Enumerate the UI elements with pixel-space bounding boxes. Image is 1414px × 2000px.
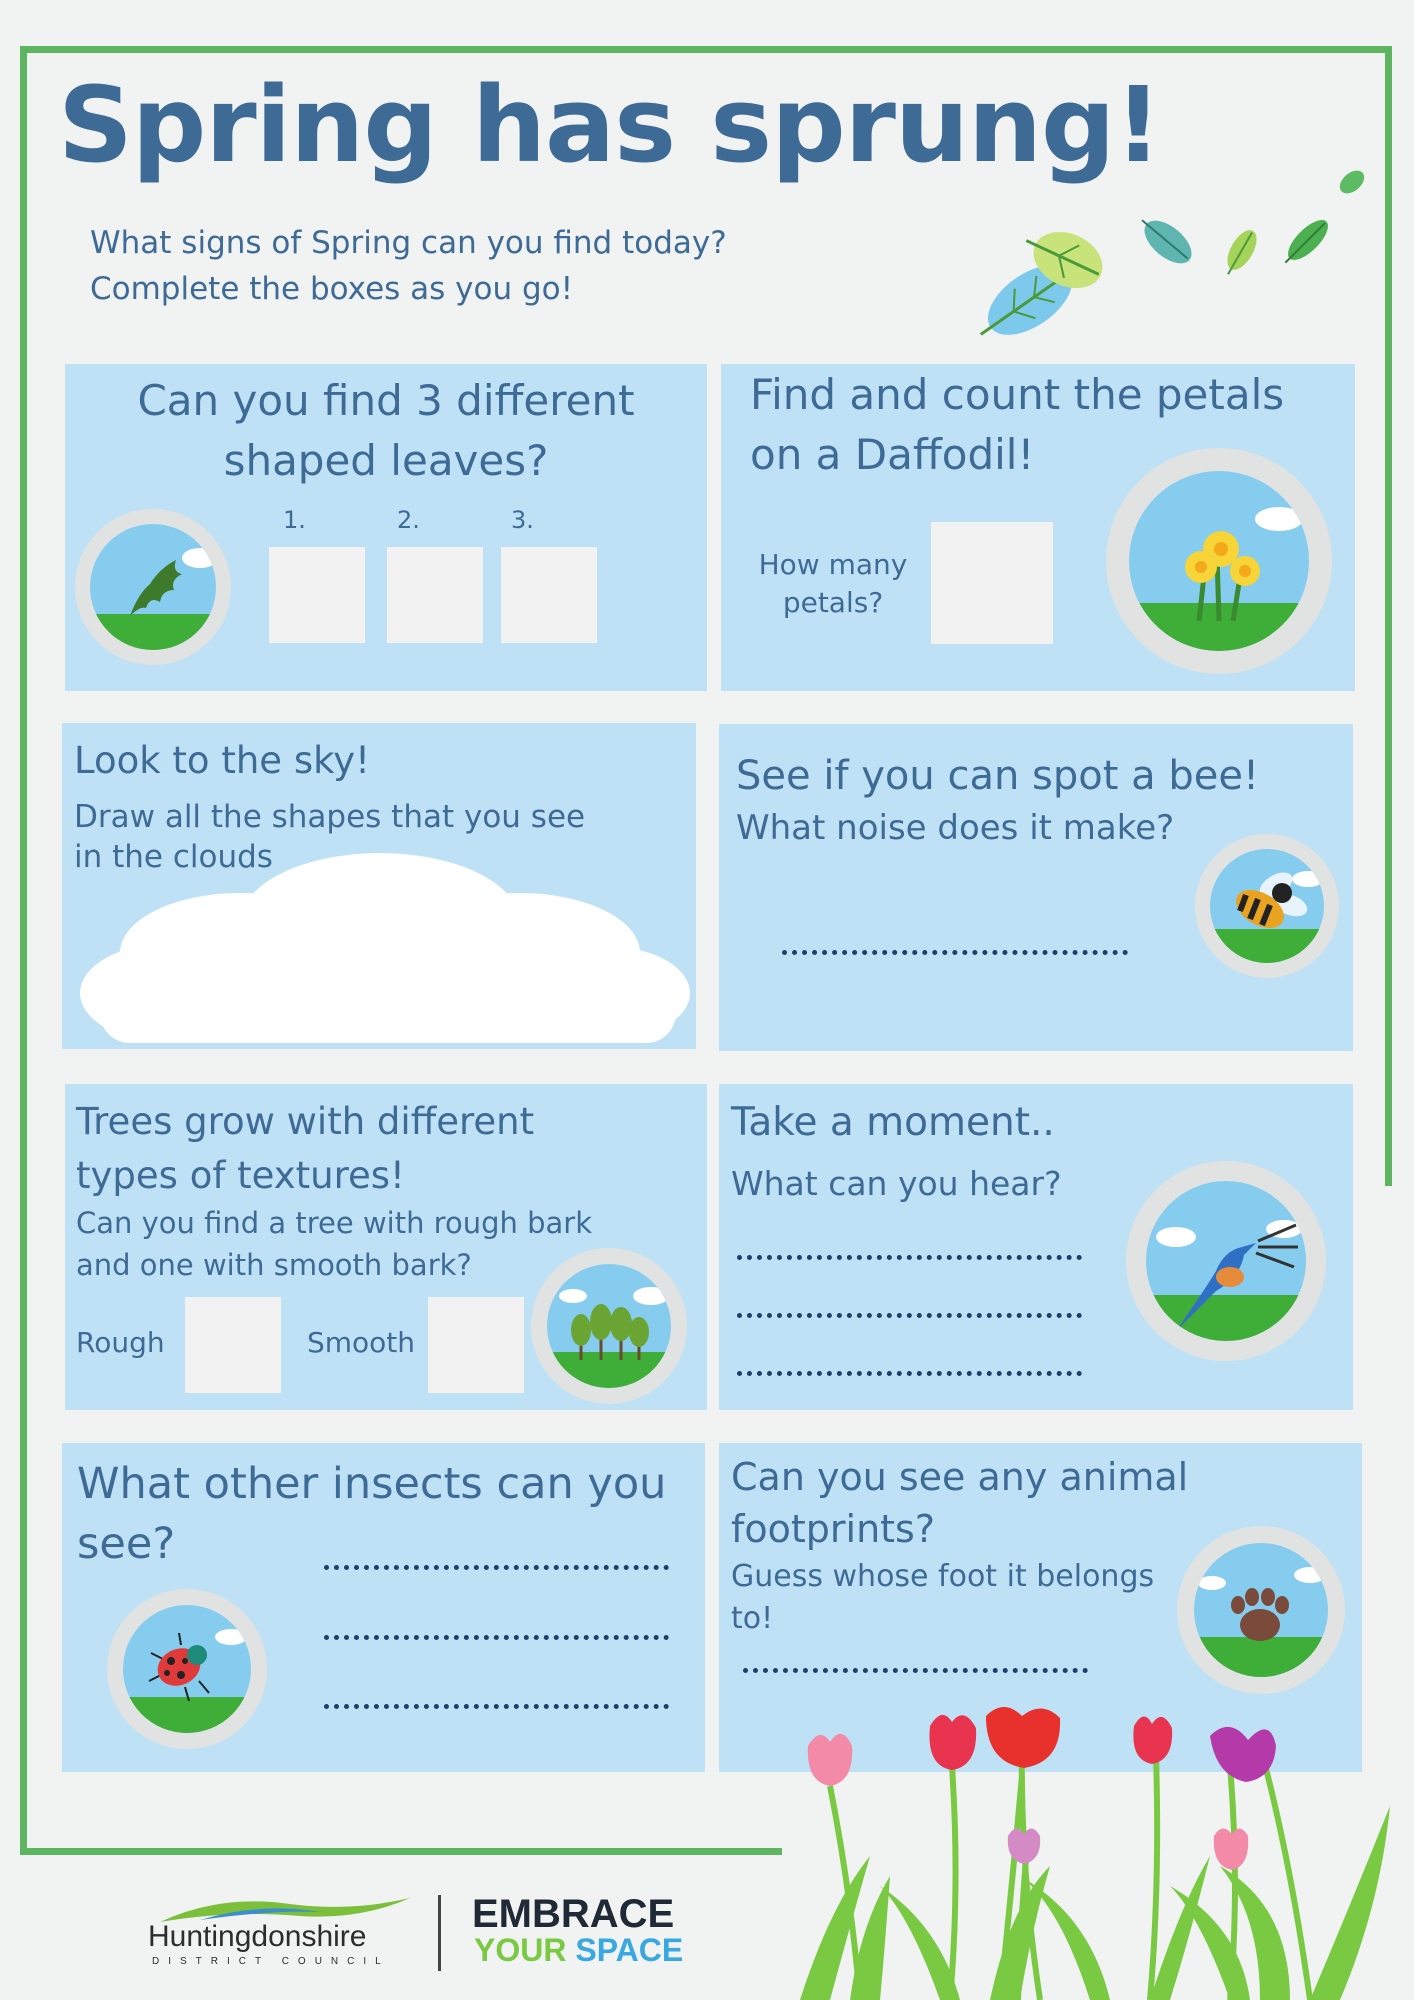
oak-leaf-icon bbox=[75, 509, 231, 665]
council-name: Huntingdonshire bbox=[148, 1920, 367, 1953]
bee-question: What noise does it make? bbox=[736, 808, 1175, 848]
tulips-illustration bbox=[790, 1706, 1390, 2000]
leaf-answer-box-3[interactable] bbox=[501, 547, 597, 643]
sky-title: Look to the sky! bbox=[74, 739, 370, 782]
card-bee bbox=[719, 724, 1353, 1051]
daffodil-title-line-2: on a Daffodil! bbox=[750, 430, 1035, 479]
brand-line-1: EMBRACE bbox=[472, 1892, 675, 1936]
card-moment bbox=[719, 1084, 1353, 1410]
petals-prompt-line-1: How many bbox=[758, 548, 908, 581]
falling-leaves-icon bbox=[950, 160, 1370, 350]
card-daffodil bbox=[721, 364, 1355, 691]
ladybird-icon bbox=[107, 1589, 267, 1749]
brand-line-2 bbox=[474, 1932, 683, 1969]
card-leaves bbox=[65, 364, 707, 691]
frame-border-left bbox=[20, 46, 27, 1854]
bee-answer-line[interactable] bbox=[782, 950, 1128, 955]
frame-border-right bbox=[1385, 46, 1392, 1186]
leaf-answer-box-1[interactable] bbox=[269, 547, 365, 643]
trees-icon bbox=[531, 1248, 687, 1404]
footprints-text-line-1: Guess whose foot it belongs bbox=[731, 1559, 1155, 1594]
leaves-title-line-1: Can you find 3 different bbox=[137, 376, 635, 425]
rough-label: Rough bbox=[76, 1326, 165, 1359]
council-subtitle: DISTRICT COUNCIL bbox=[152, 1956, 390, 1967]
insects-answer-line-3[interactable] bbox=[324, 1704, 669, 1709]
insects-answer-line-2[interactable] bbox=[324, 1635, 669, 1640]
leaf-label-3: 3. bbox=[511, 506, 534, 534]
cloud-drawing-area[interactable] bbox=[80, 843, 696, 1049]
sky-text-line-1: Draw all the shapes that you see bbox=[74, 799, 586, 835]
insects-title-line-2: see? bbox=[77, 1519, 176, 1569]
rough-bark-box[interactable] bbox=[185, 1297, 281, 1393]
smooth-label: Smooth bbox=[307, 1326, 416, 1359]
daffodil-title-line-1: Find and count the petals bbox=[750, 370, 1285, 419]
moment-title: Take a moment.. bbox=[731, 1100, 1055, 1145]
trees-title-line-1: Trees grow with different bbox=[76, 1100, 535, 1143]
logo-divider bbox=[438, 1895, 441, 1971]
page-title: Spring has sprung! bbox=[58, 64, 1161, 186]
insects-answer-line-1[interactable] bbox=[324, 1565, 669, 1570]
card-sky bbox=[62, 723, 696, 1049]
card-insects bbox=[62, 1443, 705, 1772]
intro-line-2: Complete the boxes as you go! bbox=[90, 271, 574, 307]
council-swoosh-icon bbox=[160, 1890, 410, 1924]
leaf-label-1: 1. bbox=[283, 506, 306, 534]
leaf-answer-box-2[interactable] bbox=[387, 547, 483, 643]
footprints-title-line-1: Can you see any animal bbox=[731, 1455, 1189, 1499]
footprints-answer-line[interactable] bbox=[743, 1668, 1088, 1673]
moment-question: What can you hear? bbox=[731, 1164, 1062, 1203]
bee-title: See if you can spot a bee! bbox=[736, 753, 1259, 799]
hear-answer-line-1[interactable] bbox=[737, 1255, 1082, 1260]
embrace-your-space-logo bbox=[472, 1892, 712, 1972]
card-trees bbox=[65, 1084, 707, 1410]
paw-print-icon bbox=[1177, 1526, 1345, 1694]
brand-word-space: SPACE bbox=[575, 1932, 684, 1968]
petals-answer-box[interactable] bbox=[931, 522, 1053, 644]
smooth-bark-box[interactable] bbox=[428, 1297, 524, 1393]
insects-title-line-1: What other insects can you bbox=[77, 1459, 667, 1509]
singing-bird-icon bbox=[1126, 1161, 1326, 1361]
petals-prompt-line-2: petals? bbox=[782, 586, 884, 619]
leaves-title-line-2: shaped leaves? bbox=[223, 436, 549, 485]
daffodil-icon bbox=[1106, 448, 1332, 674]
leaf-label-2: 2. bbox=[397, 506, 420, 534]
footprints-title-line-2: footprints? bbox=[731, 1507, 936, 1551]
trees-text-line-2: and one with smooth bark? bbox=[76, 1248, 472, 1282]
huntingdonshire-logo bbox=[130, 1890, 420, 1970]
footprints-text-line-2: to! bbox=[731, 1601, 774, 1636]
frame-border-top bbox=[20, 46, 1392, 53]
sky-text-line-2: in the clouds bbox=[74, 839, 273, 875]
intro-line-1: What signs of Spring can you find today? bbox=[90, 225, 727, 261]
bee-icon bbox=[1195, 834, 1339, 978]
hear-answer-line-3[interactable] bbox=[737, 1371, 1082, 1376]
brand-word-your: YOUR bbox=[474, 1932, 567, 1968]
trees-title-line-2: types of textures! bbox=[76, 1154, 405, 1197]
trees-text-line-1: Can you find a tree with rough bark bbox=[76, 1206, 592, 1240]
frame-border-bottom bbox=[20, 1848, 782, 1855]
hear-answer-line-2[interactable] bbox=[737, 1313, 1082, 1318]
